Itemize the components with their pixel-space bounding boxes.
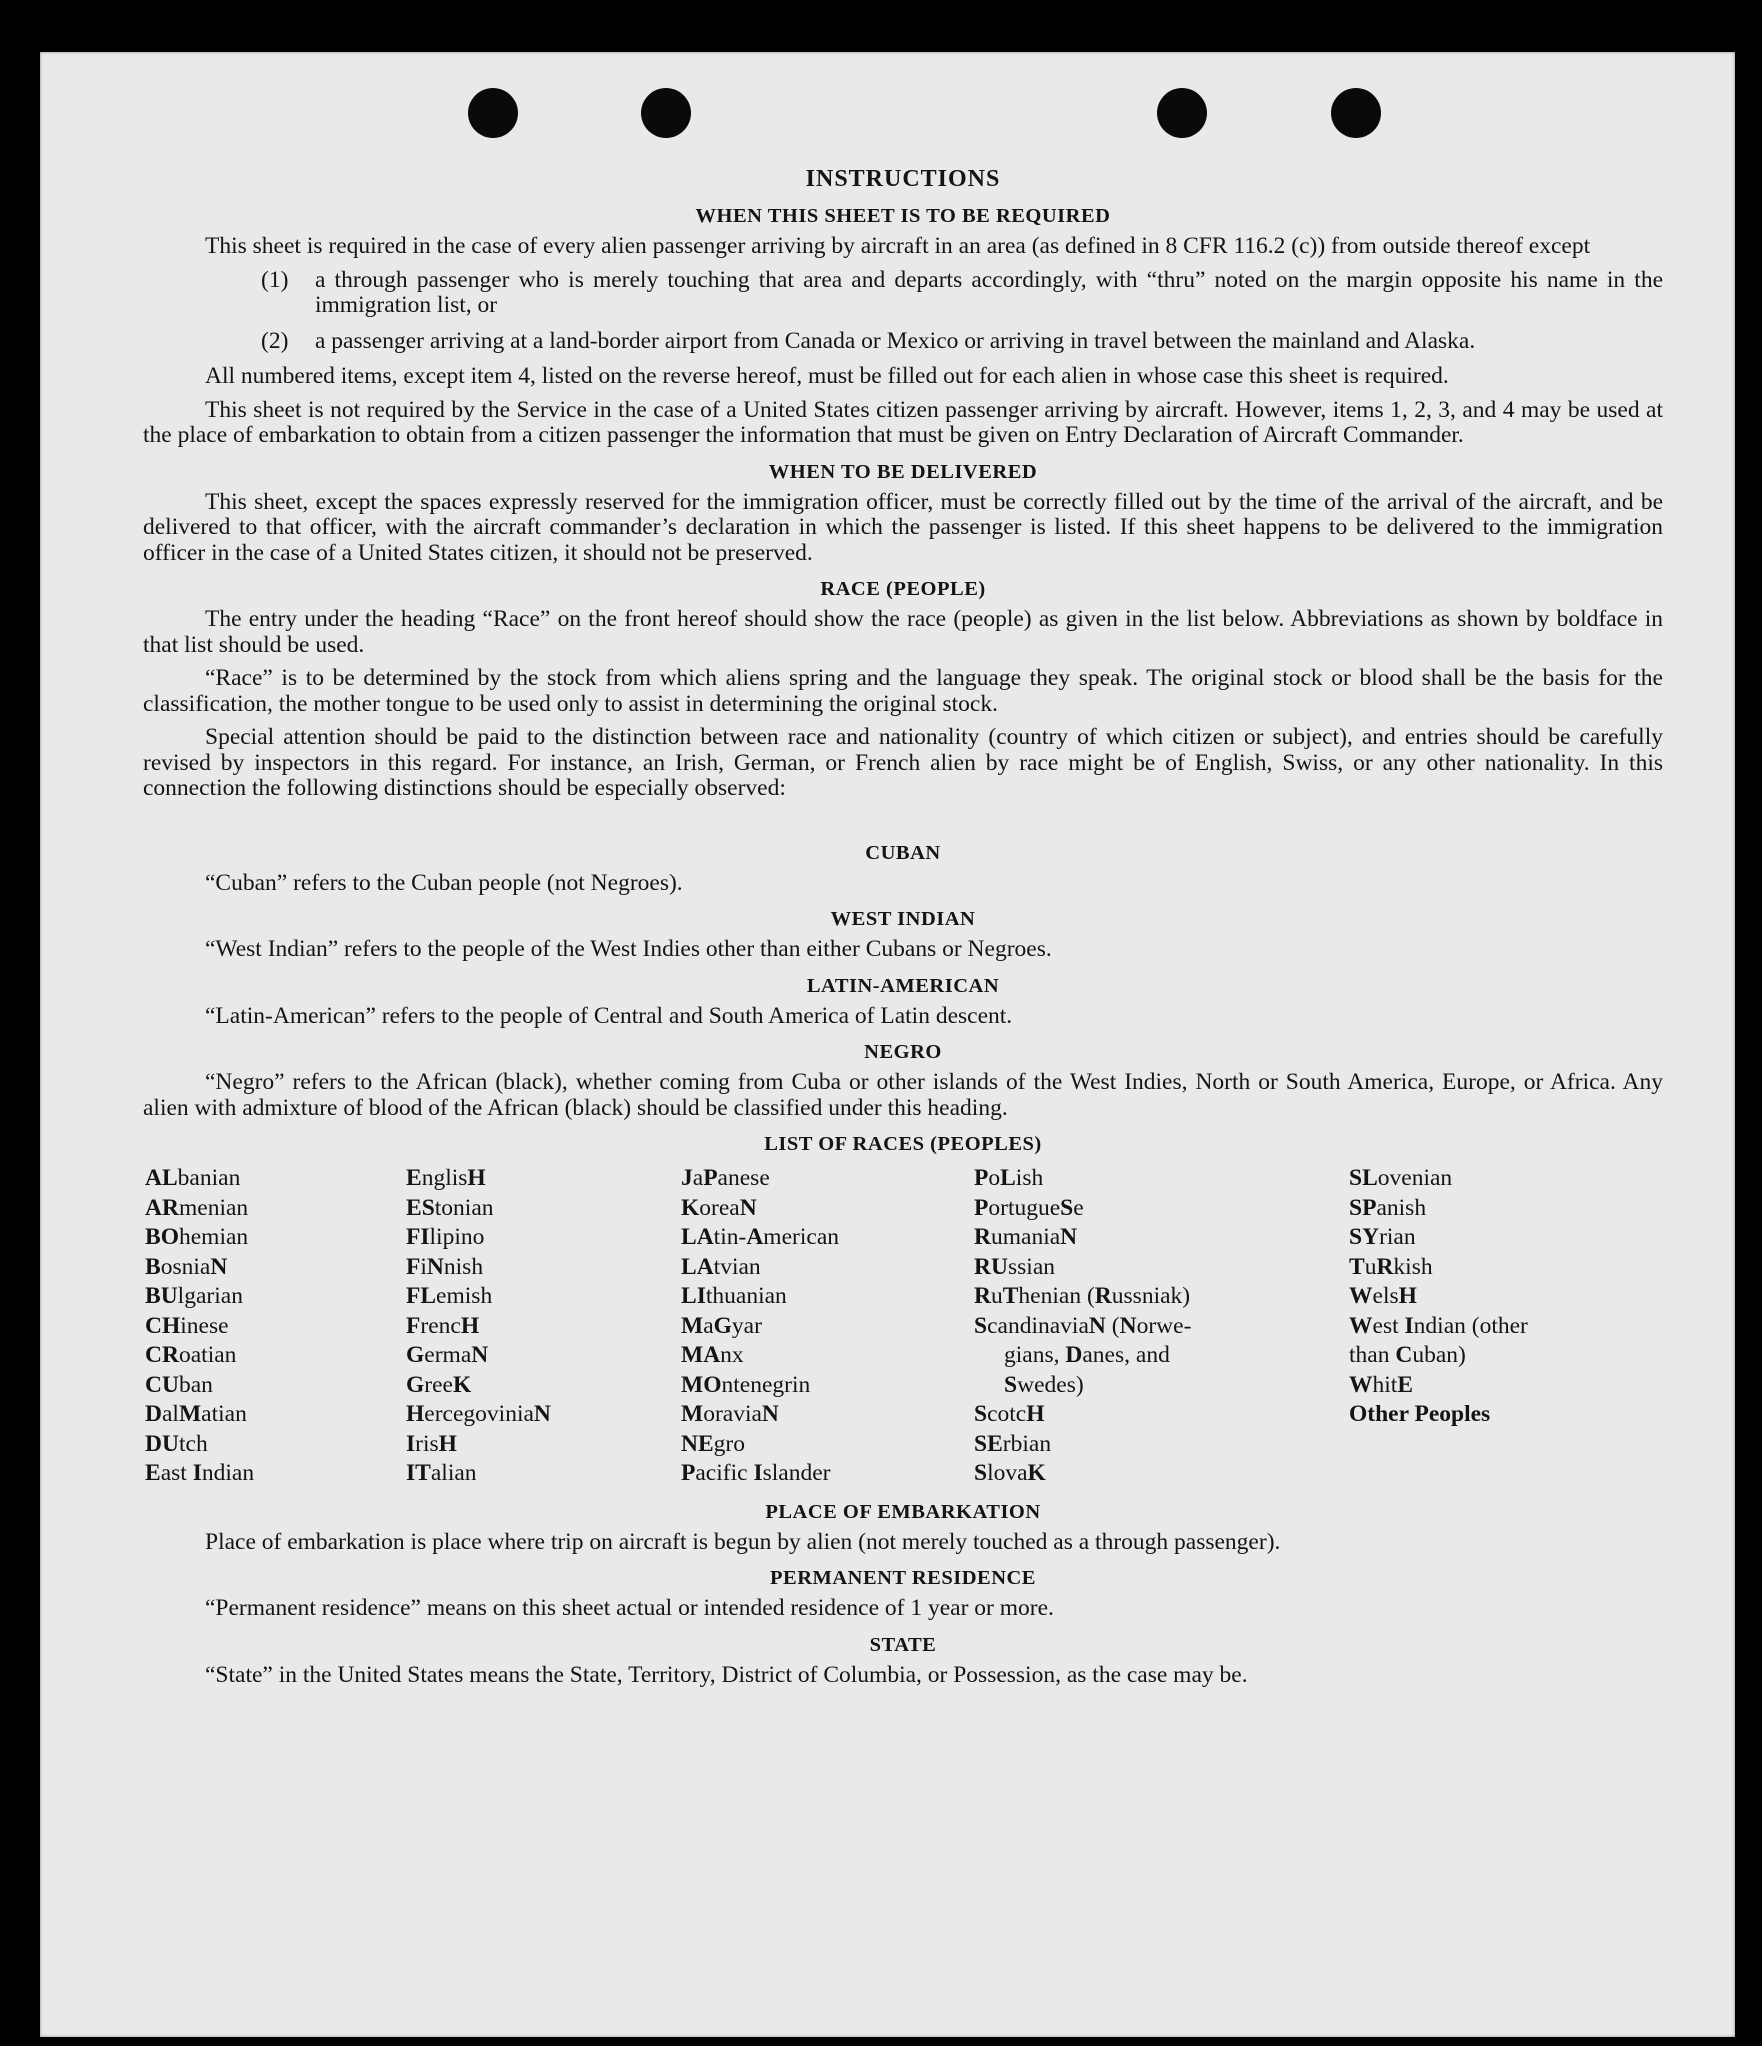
para-cuban: “Cuban” refers to the Cuban people (not Negroes). xyxy=(205,869,683,896)
para-race-nationality: Special attention should be paid to the distinction between race and nationality (country of which citizen or subject), and entries should be carefully revised by inspectors in this regard. For instance, an Irish, German, or French alien by race might be of English, Swiss, or any other nationality. In this connection the following distinctions should be especially observed: xyxy=(143,724,1663,801)
race-entry: ARmenian xyxy=(145,1194,249,1221)
heading-negro: NEGRO xyxy=(864,1041,942,1063)
para-citizen-passenger: This sheet is not required by the Service in the case of a United States citizen passenger arriving by aircraft. However, items 1, 2, 3, and 4 may be used at the place of embarkation to obtain from a citizen passenger the information that must be given on Entry Declaration of Aircraft Commander. xyxy=(143,396,1663,448)
race-entry: HercegoviniaN xyxy=(406,1401,551,1427)
heading-embarkation: PLACE OF EMBARKATION xyxy=(765,1500,1041,1523)
race-entry: Swedes) xyxy=(1004,1371,1084,1398)
race-entry: GermaN xyxy=(406,1342,489,1368)
heading-when-required: WHEN THIS SHEET IS TO BE REQUIRED xyxy=(695,205,1111,227)
race-entry: SLovenian xyxy=(1349,1165,1453,1191)
race-entry: KoreaN xyxy=(681,1194,757,1221)
race-entry: WelsH xyxy=(1349,1283,1417,1309)
race-entry: ScotcH xyxy=(974,1401,1045,1427)
exception-item-2 xyxy=(261,329,1663,355)
race-entry: East Indian xyxy=(145,1460,255,1486)
race-entry: DalMatian xyxy=(145,1401,247,1427)
race-entry: PoLish xyxy=(974,1165,1044,1191)
race-entry: SlovaK xyxy=(974,1460,1046,1486)
para-embarkation: Place of embarkation is place where trip on aircraft is begun by alien (not merely touched as a through passenger). xyxy=(205,1528,1281,1555)
para-negro: “Negro” refers to the African (black), whether coming from Cuba or other islands of the West Indies, North or South America, Europe, or Africa. Any alien with admixture of blood of the African (black) should be classified under this heading. xyxy=(143,1069,1663,1121)
para-required-intro: This sheet is required in the case of every alien passenger arriving by aircraft in an area (as defined in 8 CFR 116.2 (c)) from outside thereof except xyxy=(205,233,1591,259)
race-entry: than Cuban) xyxy=(1349,1342,1466,1368)
race-column-4 xyxy=(974,1164,1349,1489)
race-entry: CUban xyxy=(145,1371,213,1398)
document-sheet xyxy=(40,52,1735,2037)
race-entry: IrisH xyxy=(406,1430,457,1457)
race-entry: MAnx xyxy=(681,1342,744,1368)
exception-number: (1) xyxy=(261,266,289,293)
race-entry: BUlgarian xyxy=(145,1283,243,1309)
race-entry: SYrian xyxy=(1349,1224,1416,1250)
race-entry: EStonian xyxy=(406,1194,494,1221)
race-entry: WhitE xyxy=(1349,1371,1413,1398)
race-column-3 xyxy=(681,1164,974,1489)
document-content xyxy=(143,110,1663,1696)
heading-race: RACE (PEOPLE) xyxy=(820,578,986,600)
race-entry: Pacific Islander xyxy=(681,1460,831,1486)
exception-item-1 xyxy=(261,268,1663,319)
race-entry: NEgro xyxy=(681,1430,745,1457)
race-entry: West Indian (other xyxy=(1349,1312,1528,1339)
race-entry: TuRkish xyxy=(1349,1253,1433,1280)
race-column-2 xyxy=(406,1164,681,1489)
para-race-entry: The entry under the heading “Race” on the front hereof should show the race (people) as given in the list below. Abbreviations as shown by boldface in that list should be used. xyxy=(143,606,1663,658)
race-entry: FrencH xyxy=(406,1312,480,1339)
para-when-delivered: This sheet, except the spaces expressly reserved for the immigration officer, must be correctly filled out by the time of the arrival of the aircraft, and be delivered to that officer, with the aircraft commander’s declaration in which the passenger is listed. If this sheet happens to be delivered to the immigration officer in the case of a United States citizen, it should not be preserved. xyxy=(143,488,1663,566)
race-list xyxy=(145,1164,1663,1489)
race-entry: BOhemian xyxy=(145,1224,249,1250)
heading-permanent-residence: PERMANENT RESIDENCE xyxy=(770,1567,1036,1589)
race-entry: DUtch xyxy=(145,1430,208,1457)
heading-cuban: CUBAN xyxy=(865,841,941,864)
race-entry: ALbanian xyxy=(145,1165,241,1191)
race-entry: EnglisH xyxy=(406,1165,486,1191)
exception-number: (2) xyxy=(261,327,289,354)
para-state: “State” in the United States means the State, Territory, District of Columbia, or Possession, as the case may be. xyxy=(205,1661,1248,1688)
race-entry: Other Peoples xyxy=(1349,1401,1491,1427)
race-entry: RUssian xyxy=(974,1253,1055,1280)
race-entry: FIlipino xyxy=(406,1224,485,1250)
race-entry: MOntenegrin xyxy=(681,1371,811,1398)
para-numbered-items: All numbered items, except item 4, listed on the reverse hereof, must be filled out for each alien in whose case this sheet is required. xyxy=(205,363,1449,389)
race-entry: ITalian xyxy=(406,1460,477,1486)
race-column-1 xyxy=(145,1164,406,1489)
heading-when-delivered: WHEN TO BE DELIVERED xyxy=(768,460,1038,483)
race-entry: SErbian xyxy=(974,1430,1052,1457)
heading-west-indian: WEST INDIAN xyxy=(830,908,976,930)
race-entry: gians, Danes, and xyxy=(1004,1342,1170,1368)
race-entry: BosniaN xyxy=(145,1253,228,1280)
race-entry: SPanish xyxy=(1349,1194,1427,1221)
exception-text: a passenger arriving at a land-border airport from Canada or Mexico or arriving in travel between the mainland and Alaska. xyxy=(315,327,1476,354)
race-entry: GreeK xyxy=(406,1371,472,1398)
race-entry: CHinese xyxy=(145,1312,229,1339)
race-entry: LAtin-American xyxy=(681,1224,839,1250)
para-race-stock: “Race” is to be determined by the stock from which aliens spring and the language they speak. The original stock or blood shall be the basis for the classification, the mother tongue to be used only to assist in determining the original stock. xyxy=(143,665,1663,717)
heading-latin-american: LATIN-AMERICAN xyxy=(806,974,1000,997)
race-entry: ScandinaviaN (Norwe- xyxy=(974,1312,1192,1339)
race-entry: FiNnish xyxy=(406,1253,484,1280)
race-entry: JaPanese xyxy=(681,1165,770,1191)
race-entry: LAtvian xyxy=(681,1253,761,1280)
page-title: INSTRUCTIONS xyxy=(805,166,1001,192)
para-west-indian: “West Indian” refers to the people of the West Indies other than either Cubans or Negroes. xyxy=(205,936,1052,962)
race-entry: LIthuanian xyxy=(681,1283,787,1309)
race-entry: FLemish xyxy=(406,1283,493,1309)
race-entry: MoraviaN xyxy=(681,1401,779,1427)
race-entry: RumaniaN xyxy=(974,1224,1078,1250)
heading-list-of-races: LIST OF RACES (PEOPLES) xyxy=(764,1133,1042,1155)
para-permanent-residence: “Permanent residence” means on this sheet actual or intended residence of 1 year or more. xyxy=(205,1595,1054,1621)
race-entry: MaGyar xyxy=(681,1312,762,1339)
para-latin-american: “Latin-American” refers to the people of Central and South America of Latin descent. xyxy=(205,1002,1013,1029)
race-entry: RuThenian (Russniak) xyxy=(974,1283,1191,1309)
exception-text: a through passenger who is merely touching that area and departs accordingly, with “thru” noted on the margin opposite his name in the immigration list, or xyxy=(315,266,1663,318)
heading-state: STATE xyxy=(869,1633,937,1656)
race-entry: PortugueSe xyxy=(974,1194,1084,1221)
race-entry: CRoatian xyxy=(145,1342,237,1368)
race-column-5 xyxy=(1349,1164,1629,1489)
